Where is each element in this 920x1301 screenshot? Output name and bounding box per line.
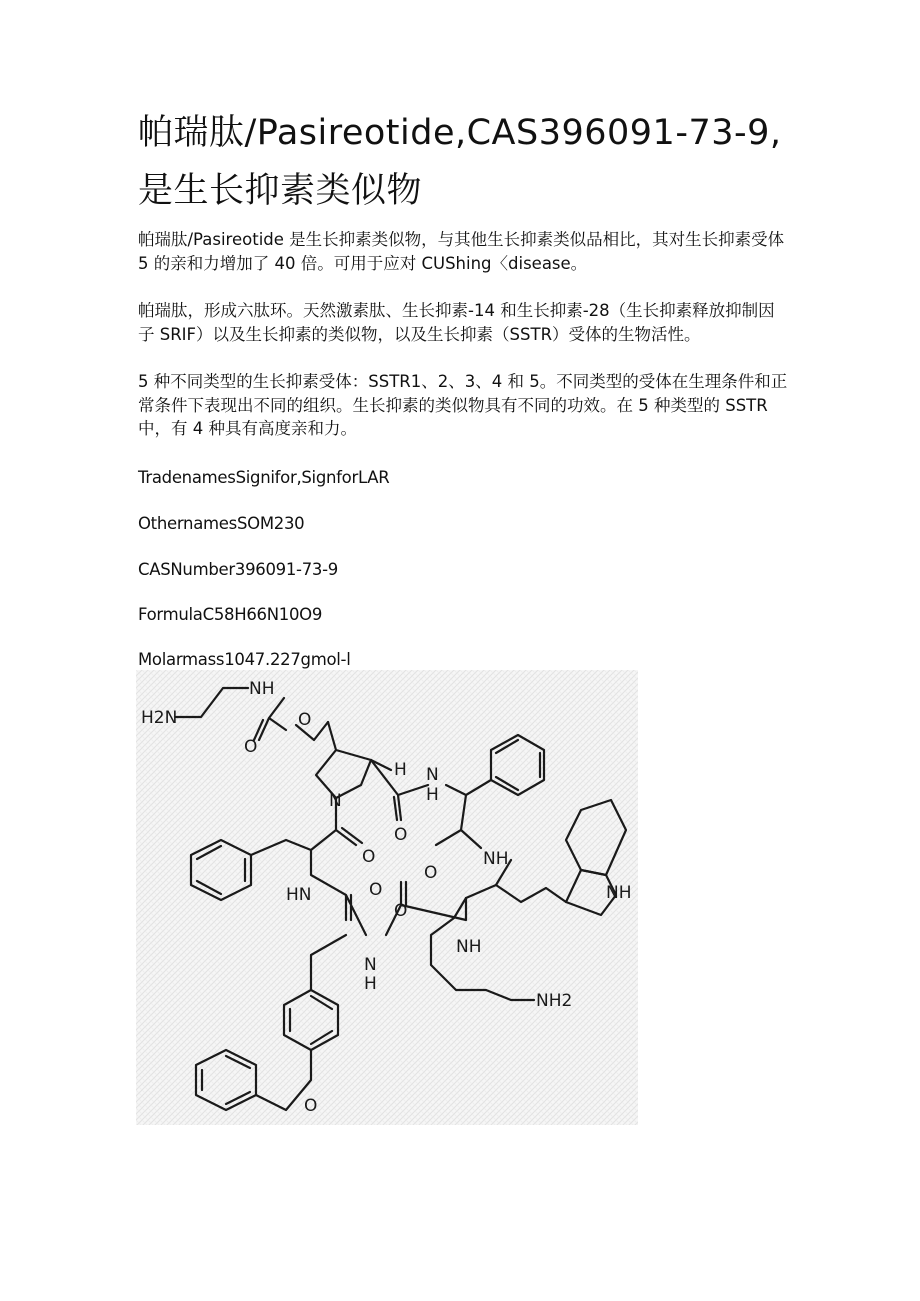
- atom-h-top: H: [426, 785, 439, 805]
- atom-o-carbonyl-1: O: [244, 737, 258, 757]
- atom-h2n: H2N: [141, 708, 178, 728]
- trade-names-label: Tradenames: [138, 468, 236, 487]
- formula-line: [138, 604, 322, 626]
- formula-label: Formula: [138, 605, 203, 624]
- atom-o-6: O: [424, 863, 438, 883]
- atom-hn-left: HN: [286, 885, 312, 905]
- hexapeptide-paragraph: 帕瑞肽，形成六肽环。天然激素肽、生长抑素-14 和生长抑素-28（生长抑素释放抑制因子 SRIF）以及生长抑素的类似物，以及生长抑素（SSTR）受体的生物活性。: [138, 301, 775, 344]
- atom-nh-lys: NH: [456, 937, 482, 957]
- atom-nh-top: NH: [249, 679, 275, 699]
- formula-value: C58H66N10O9: [202, 605, 323, 624]
- other-names-line: [138, 513, 304, 535]
- cas-number-label: CASNumber: [138, 560, 235, 579]
- atom-o-3: O: [362, 847, 376, 867]
- atom-h-mid: H: [364, 974, 377, 994]
- page-title: [138, 104, 838, 220]
- atom-n-top: N: [426, 765, 439, 785]
- other-names-value: SOM230: [236, 514, 305, 533]
- molar-mass-label: Molarmass: [138, 650, 225, 669]
- cas-number-value: 396091-73-9: [234, 560, 338, 579]
- atom-o-2: O: [394, 825, 408, 845]
- atom-o-ester: O: [298, 710, 312, 730]
- atom-o-5: O: [369, 880, 383, 900]
- title-line-1: 帕瑞肽/Pasireotide,CAS396091-73-9,: [138, 113, 782, 153]
- atom-o-4: O: [394, 901, 408, 921]
- intro-paragraph: 帕瑞肽/Pasireotide 是生长抑素类似物，与其他生长抑素类似品相比，其对生长抑素受体 5 的亲和力增加了 40 倍。可用于应对 CUShing〈disease。: [138, 230, 785, 273]
- atom-h-stereo: H: [394, 760, 407, 780]
- trade-names-line: [138, 467, 389, 489]
- atom-n-mid: N: [364, 955, 377, 975]
- molar-mass-line: [138, 649, 351, 671]
- trade-names-value: Signifor,SignforLAR: [235, 468, 390, 487]
- cas-number-line: [138, 559, 338, 581]
- atom-nh-right: NH: [483, 849, 509, 869]
- structure-diagram: [136, 670, 638, 1125]
- title-line-2: 是生长抑素类似物: [138, 171, 423, 211]
- pasireotide-structure-figure: [136, 670, 638, 1125]
- atom-nh-indole: NH: [606, 883, 632, 903]
- receptor-paragraph: 5 种不同类型的生长抑素受体：SSTR1、2、3、4 和 5。不同类型的受体在生理条件和正常条件下表现出不同的组织。生长抑素的类似物具有不同的功效。在 5 种类型的 SSTR 中，有 4 种具有高度亲和力。: [138, 372, 788, 438]
- atom-o-ether: O: [304, 1096, 318, 1116]
- atom-n-ring: N: [329, 791, 342, 811]
- atom-nh2-lys: NH2: [536, 991, 573, 1011]
- other-names-label: Othernames: [138, 514, 237, 533]
- molar-mass-value: 1047.227gmol-l: [224, 650, 351, 669]
